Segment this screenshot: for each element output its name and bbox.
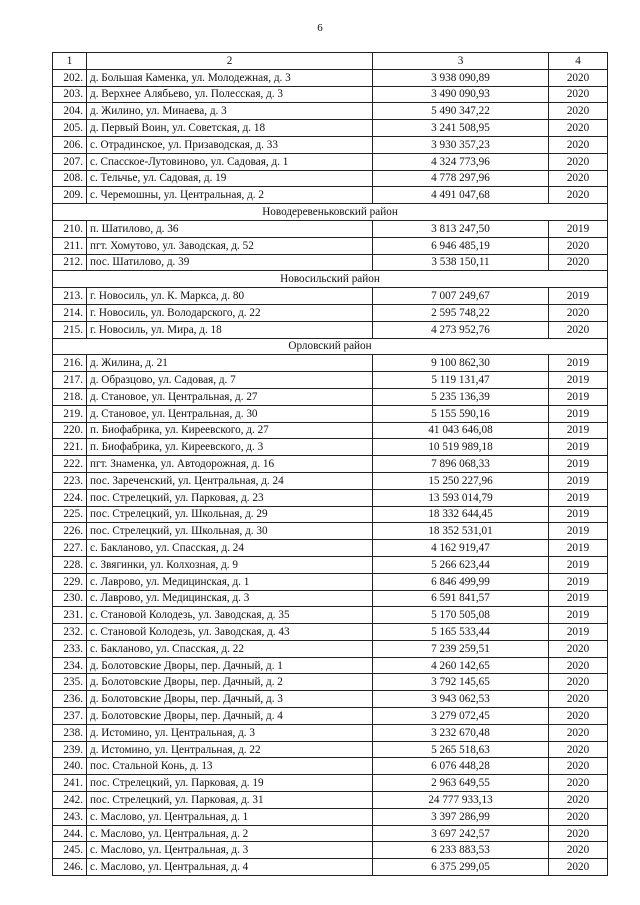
header-col-2: 2 xyxy=(87,53,373,70)
row-amount: 6 375 299,05 xyxy=(373,859,549,876)
row-address: д. Верхнее Алябьево, ул. Полесская, д. 3 xyxy=(87,86,373,103)
row-amount: 3 241 508,95 xyxy=(373,120,549,137)
row-number: 242. xyxy=(53,792,87,809)
row-year: 2020 xyxy=(549,775,608,792)
row-address: д. Первый Воин, ул. Советская, д. 18 xyxy=(87,120,373,137)
row-number: 210. xyxy=(53,220,87,237)
row-number: 222. xyxy=(53,456,87,473)
row-address: д. Болотовские Дворы, пер. Дачный, д. 1 xyxy=(87,657,373,674)
row-number: 227. xyxy=(53,540,87,557)
table-row xyxy=(53,120,608,137)
row-amount: 6 946 485,19 xyxy=(373,237,549,254)
row-year: 2020 xyxy=(549,691,608,708)
table-row xyxy=(53,842,608,859)
row-year: 2020 xyxy=(549,792,608,809)
row-address: с. Бакланово, ул. Спасская, д. 24 xyxy=(87,540,373,557)
row-number: 245. xyxy=(53,842,87,859)
row-address: с. Спасское-Лутовиново, ул. Садовая, д. 1 xyxy=(87,153,373,170)
table-row xyxy=(53,506,608,523)
row-number: 206. xyxy=(53,136,87,153)
row-number: 221. xyxy=(53,439,87,456)
table-row xyxy=(53,405,608,422)
row-amount: 6 591 841,57 xyxy=(373,590,549,607)
row-year: 2019 xyxy=(549,556,608,573)
row-amount: 4 778 297,96 xyxy=(373,170,549,187)
row-number: 234. xyxy=(53,657,87,674)
table-row xyxy=(53,472,608,489)
row-amount: 4 273 952,76 xyxy=(373,321,549,338)
table-row xyxy=(53,103,608,120)
table-row xyxy=(53,590,608,607)
row-number: 215. xyxy=(53,321,87,338)
row-year: 2020 xyxy=(549,758,608,775)
row-address: д. Образцово, ул. Садовая, д. 7 xyxy=(87,372,373,389)
row-number: 243. xyxy=(53,808,87,825)
row-amount: 7 896 068,33 xyxy=(373,456,549,473)
row-year: 2020 xyxy=(549,842,608,859)
row-address: д. Болотовские Дворы, пер. Дачный, д. 3 xyxy=(87,691,373,708)
row-address: п. Биофабрика, ул. Киреевского, д. 27 xyxy=(87,422,373,439)
row-number: 226. xyxy=(53,523,87,540)
row-year: 2020 xyxy=(549,708,608,725)
row-amount: 3 397 286,99 xyxy=(373,808,549,825)
row-address: пгт. Хомутово, ул. Заводская, д. 52 xyxy=(87,237,373,254)
row-number: 208. xyxy=(53,170,87,187)
row-address: д. Болотовские Дворы, пер. Дачный, д. 4 xyxy=(87,708,373,725)
table-row xyxy=(53,153,608,170)
row-year: 2019 xyxy=(549,355,608,372)
row-year: 2019 xyxy=(549,607,608,624)
row-year: 2019 xyxy=(549,472,608,489)
row-address: г. Новосиль, ул. Володарского, д. 22 xyxy=(87,304,373,321)
row-address: д. Истомино, ул. Центральная, д. 3 xyxy=(87,724,373,741)
row-year: 2019 xyxy=(549,573,608,590)
table-row xyxy=(53,792,608,809)
row-amount: 18 332 644,45 xyxy=(373,506,549,523)
row-address: с. Тельчье, ул. Садовая, д. 19 xyxy=(87,170,373,187)
table-row xyxy=(53,540,608,557)
row-year: 2020 xyxy=(549,86,608,103)
table-row xyxy=(53,573,608,590)
district-section-row xyxy=(53,338,608,355)
row-amount: 3 943 062,53 xyxy=(373,691,549,708)
row-amount: 3 938 090,89 xyxy=(373,69,549,86)
row-number: 211. xyxy=(53,237,87,254)
row-number: 237. xyxy=(53,708,87,725)
row-year: 2019 xyxy=(549,388,608,405)
row-number: 236. xyxy=(53,691,87,708)
row-address: г. Новосиль, ул. К. Маркса, д. 80 xyxy=(87,288,373,305)
row-amount: 5 266 623,44 xyxy=(373,556,549,573)
table-row xyxy=(53,691,608,708)
header-col-4: 4 xyxy=(549,53,608,70)
row-amount: 3 490 090,93 xyxy=(373,86,549,103)
row-number: 238. xyxy=(53,724,87,741)
table-row xyxy=(53,758,608,775)
row-address: с. Звягинки, ул. Колхозная, д. 9 xyxy=(87,556,373,573)
row-address: с. Становой Колодезь, ул. Заводская, д. 35 xyxy=(87,607,373,624)
district-title: Орловский район xyxy=(53,338,608,355)
row-amount: 2 963 649,55 xyxy=(373,775,549,792)
row-address: пос. Стрелецкий, ул. Парковая, д. 31 xyxy=(87,792,373,809)
table-row xyxy=(53,775,608,792)
row-year: 2019 xyxy=(549,624,608,641)
row-year: 2020 xyxy=(549,103,608,120)
row-year: 2019 xyxy=(549,422,608,439)
row-address: с. Лаврово, ул. Медицинская, д. 1 xyxy=(87,573,373,590)
row-year: 2019 xyxy=(549,405,608,422)
row-amount: 15 250 227,96 xyxy=(373,472,549,489)
table-header xyxy=(53,53,608,70)
table-row xyxy=(53,708,608,725)
row-number: 244. xyxy=(53,825,87,842)
row-address: пос. Стрелецкий, ул. Школьная, д. 30 xyxy=(87,523,373,540)
row-address: г. Новосиль, ул. Мира, д. 18 xyxy=(87,321,373,338)
row-number: 223. xyxy=(53,472,87,489)
row-year: 2020 xyxy=(549,136,608,153)
table-row xyxy=(53,136,608,153)
row-address: д. Истомино, ул. Центральная, д. 22 xyxy=(87,741,373,758)
row-address: пос. Стрелецкий, ул. Школьная, д. 29 xyxy=(87,506,373,523)
row-year: 2019 xyxy=(549,220,608,237)
row-amount: 24 777 933,13 xyxy=(373,792,549,809)
row-year: 2019 xyxy=(549,372,608,389)
row-number: 205. xyxy=(53,120,87,137)
row-address: п. Шатилово, д. 36 xyxy=(87,220,373,237)
table-row xyxy=(53,422,608,439)
housing-registry-table xyxy=(52,52,608,876)
row-year: 2020 xyxy=(549,724,608,741)
row-amount: 4 162 919,47 xyxy=(373,540,549,557)
table-row xyxy=(53,69,608,86)
row-year: 2020 xyxy=(549,120,608,137)
row-address: с. Бакланово, ул. Спасская, д. 22 xyxy=(87,640,373,657)
table-row xyxy=(53,170,608,187)
row-address: с. Становой Колодезь, ул. Заводская, д. 43 xyxy=(87,624,373,641)
row-address: пос. Зареченский, ул. Центральная, д. 24 xyxy=(87,472,373,489)
row-address: с. Маслово, ул. Центральная, д. 1 xyxy=(87,808,373,825)
row-address: д. Жилина, д. 21 xyxy=(87,355,373,372)
table-row xyxy=(53,556,608,573)
row-number: 240. xyxy=(53,758,87,775)
table-row xyxy=(53,624,608,641)
table-row xyxy=(53,724,608,741)
row-amount: 5 165 533,44 xyxy=(373,624,549,641)
row-amount: 2 595 748,22 xyxy=(373,304,549,321)
table-row xyxy=(53,355,608,372)
table-row xyxy=(53,372,608,389)
row-amount: 3 813 247,50 xyxy=(373,220,549,237)
row-amount: 6 076 448,28 xyxy=(373,758,549,775)
header-row xyxy=(53,53,608,70)
row-address: с. Маслово, ул. Центральная, д. 4 xyxy=(87,859,373,876)
row-year: 2020 xyxy=(549,859,608,876)
row-amount: 6 846 499,99 xyxy=(373,573,549,590)
row-amount: 3 697 242,57 xyxy=(373,825,549,842)
table-row xyxy=(53,304,608,321)
table-row xyxy=(53,741,608,758)
row-number: 232. xyxy=(53,624,87,641)
row-year: 2019 xyxy=(549,540,608,557)
row-address: с. Отрадинское, ул. Призаводская, д. 33 xyxy=(87,136,373,153)
row-number: 228. xyxy=(53,556,87,573)
district-section-row xyxy=(53,271,608,288)
row-year: 2020 xyxy=(549,254,608,271)
row-number: 213. xyxy=(53,288,87,305)
row-address: пос. Стальной Конь, д. 13 xyxy=(87,758,373,775)
row-number: 224. xyxy=(53,489,87,506)
table-row xyxy=(53,388,608,405)
row-address: пгт. Знаменка, ул. Автодорожная, д. 16 xyxy=(87,456,373,473)
row-amount: 4 324 773,96 xyxy=(373,153,549,170)
row-year: 2019 xyxy=(549,523,608,540)
table-row xyxy=(53,657,608,674)
row-amount: 18 352 531,01 xyxy=(373,523,549,540)
table-body xyxy=(53,69,608,875)
row-address: д. Болотовские Дворы, пер. Дачный, д. 2 xyxy=(87,674,373,691)
row-year: 2020 xyxy=(549,321,608,338)
header-col-1: 1 xyxy=(53,53,87,70)
row-amount: 3 538 150,11 xyxy=(373,254,549,271)
row-address: пос. Стрелецкий, ул. Парковая, д. 23 xyxy=(87,489,373,506)
row-amount: 5 119 131,47 xyxy=(373,372,549,389)
row-address: с. Лаврово, ул. Медицинская, д. 3 xyxy=(87,590,373,607)
table-row xyxy=(53,607,608,624)
row-amount: 3 930 357,23 xyxy=(373,136,549,153)
row-number: 209. xyxy=(53,187,87,204)
row-amount: 13 593 014,79 xyxy=(373,489,549,506)
row-number: 235. xyxy=(53,674,87,691)
row-year: 2020 xyxy=(549,153,608,170)
row-number: 214. xyxy=(53,304,87,321)
row-number: 218. xyxy=(53,388,87,405)
row-amount: 3 232 670,48 xyxy=(373,724,549,741)
row-address: д. Становое, ул. Центральная, д. 27 xyxy=(87,388,373,405)
row-amount: 6 233 883,53 xyxy=(373,842,549,859)
row-year: 2019 xyxy=(549,590,608,607)
row-address: с. Маслово, ул. Центральная, д. 3 xyxy=(87,842,373,859)
row-number: 220. xyxy=(53,422,87,439)
row-year: 2019 xyxy=(549,506,608,523)
row-amount: 5 155 590,16 xyxy=(373,405,549,422)
row-number: 230. xyxy=(53,590,87,607)
row-number: 239. xyxy=(53,741,87,758)
row-amount: 5 490 347,22 xyxy=(373,103,549,120)
row-number: 233. xyxy=(53,640,87,657)
row-amount: 5 265 518,63 xyxy=(373,741,549,758)
table-row xyxy=(53,523,608,540)
row-number: 207. xyxy=(53,153,87,170)
row-number: 204. xyxy=(53,103,87,120)
row-address: с. Маслово, ул. Центральная, д. 2 xyxy=(87,825,373,842)
table-row xyxy=(53,439,608,456)
district-title: Новосильский район xyxy=(53,271,608,288)
table-row xyxy=(53,808,608,825)
row-address: с. Черемошны, ул. Центральная, д. 2 xyxy=(87,187,373,204)
row-year: 2020 xyxy=(549,741,608,758)
table-row xyxy=(53,640,608,657)
row-year: 2020 xyxy=(549,674,608,691)
table-row xyxy=(53,220,608,237)
row-year: 2019 xyxy=(549,439,608,456)
row-year: 2020 xyxy=(549,304,608,321)
row-address: пос. Шатилово, д. 39 xyxy=(87,254,373,271)
row-address: д. Становое, ул. Центральная, д. 30 xyxy=(87,405,373,422)
row-year: 2020 xyxy=(549,69,608,86)
table-row xyxy=(53,86,608,103)
table-row xyxy=(53,674,608,691)
row-amount: 4 260 142,65 xyxy=(373,657,549,674)
row-year: 2020 xyxy=(549,825,608,842)
row-number: 225. xyxy=(53,506,87,523)
table-row xyxy=(53,288,608,305)
district-section-row xyxy=(53,204,608,221)
row-amount: 9 100 862,30 xyxy=(373,355,549,372)
row-year: 2019 xyxy=(549,456,608,473)
row-number: 241. xyxy=(53,775,87,792)
row-amount: 5 170 505,08 xyxy=(373,607,549,624)
row-year: 2020 xyxy=(549,187,608,204)
row-amount: 4 491 047,68 xyxy=(373,187,549,204)
row-number: 212. xyxy=(53,254,87,271)
row-year: 2020 xyxy=(549,237,608,254)
row-amount: 3 792 145,65 xyxy=(373,674,549,691)
row-amount: 10 519 989,18 xyxy=(373,439,549,456)
row-year: 2020 xyxy=(549,640,608,657)
row-year: 2020 xyxy=(549,808,608,825)
row-amount: 5 235 136,39 xyxy=(373,388,549,405)
table-row xyxy=(53,254,608,271)
row-number: 231. xyxy=(53,607,87,624)
table-row xyxy=(53,456,608,473)
row-amount: 41 043 646,08 xyxy=(373,422,549,439)
table-row xyxy=(53,237,608,254)
row-number: 202. xyxy=(53,69,87,86)
row-year: 2020 xyxy=(549,657,608,674)
row-amount: 7 007 249,67 xyxy=(373,288,549,305)
table-row xyxy=(53,489,608,506)
row-amount: 3 279 072,45 xyxy=(373,708,549,725)
table-row xyxy=(53,321,608,338)
row-address: п. Биофабрика, ул. Киреевского, д. 3 xyxy=(87,439,373,456)
row-address: д. Большая Каменка, ул. Молодежная, д. 3 xyxy=(87,69,373,86)
row-year: 2020 xyxy=(549,170,608,187)
row-number: 203. xyxy=(53,86,87,103)
row-year: 2019 xyxy=(549,288,608,305)
table-row xyxy=(53,825,608,842)
district-title: Новодеревеньковский район xyxy=(53,204,608,221)
table-row xyxy=(53,859,608,876)
row-number: 217. xyxy=(53,372,87,389)
row-address: д. Жилино, ул. Минаева, д. 3 xyxy=(87,103,373,120)
page-number: 6 xyxy=(317,22,323,34)
header-col-3: 3 xyxy=(373,53,549,70)
row-year: 2019 xyxy=(549,489,608,506)
row-amount: 7 239 259,51 xyxy=(373,640,549,657)
row-number: 216. xyxy=(53,355,87,372)
row-address: пос. Стрелецкий, ул. Парковая, д. 19 xyxy=(87,775,373,792)
row-number: 246. xyxy=(53,859,87,876)
row-number: 219. xyxy=(53,405,87,422)
table-row xyxy=(53,187,608,204)
row-number: 229. xyxy=(53,573,87,590)
